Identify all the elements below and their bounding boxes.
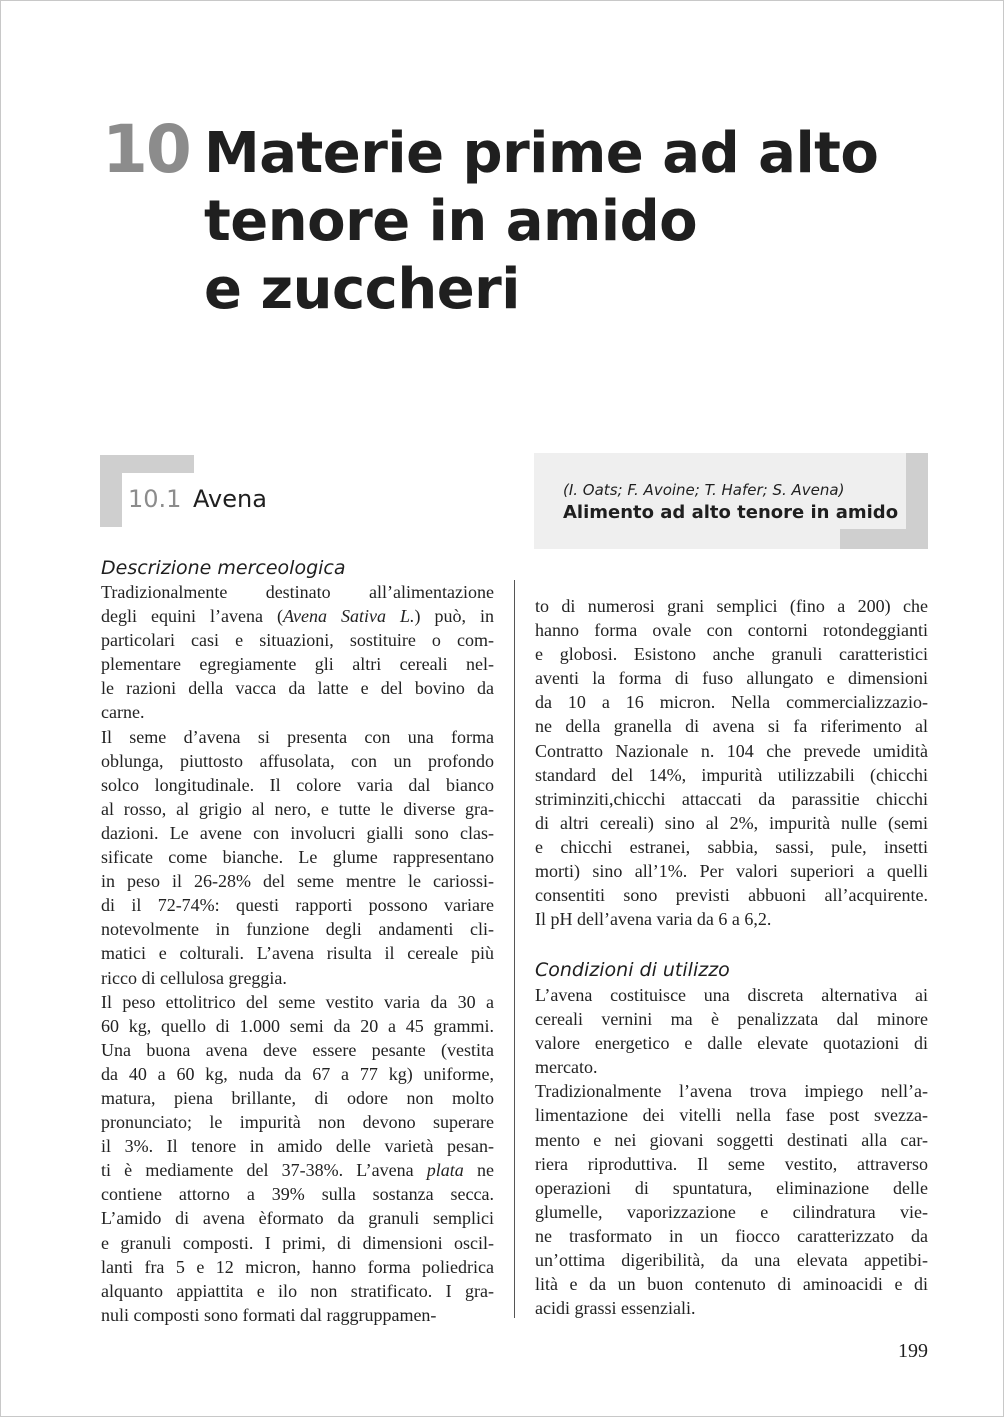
text-line: 60 kg, quello di 1.000 semi da 20 a 45 grammi.	[101, 1015, 494, 1036]
text-line: di altri cereali) sino al 2%, impurità nulle (semi	[535, 812, 928, 833]
text-line: to di numerosi grani semplici (fino a 200) che	[535, 596, 928, 616]
text-line: da 40 a 60 kg, nuda da 67 a 77 kg) uniforme,	[101, 1063, 494, 1084]
text-line: alquanto appiattita e ilo non stratificato. I gra-	[101, 1280, 494, 1301]
text-line: Il peso ettolitrico del seme vestito varia da 30 a	[101, 991, 494, 1012]
column-divider	[514, 580, 515, 1318]
text-line: lanti fra 5 e 12 micron, hanno forma poliedrica	[101, 1256, 494, 1277]
text-line: di il 72-74%: questi rapporti possono variare	[101, 895, 494, 916]
text-line: riera riproduttiva. Il seme vestito, attraverso	[535, 1153, 928, 1174]
text-line: Contratto Nazionale n. 104 che prevede umidità	[535, 740, 928, 761]
text-line: contiene attorno a 39% sulla sostanza secca.	[101, 1184, 494, 1205]
text-line: cereali vernini ma è penalizzata dal minore	[535, 1009, 928, 1030]
info-box-bracket-decoration	[840, 529, 928, 549]
text-line: Tradizionalmente destinato all’alimentazione	[101, 582, 494, 602]
left-column-subheading: Descrizione merceologica	[101, 557, 346, 579]
text-line: solco longitudinale. Il colore varia dal bianco	[101, 774, 494, 795]
text-line: plementare egregiamente gli altri cereali nel-	[101, 654, 494, 675]
text-line: limentazione dei vitelli nella fase post svezza-	[535, 1105, 928, 1126]
text-line: striminziti,chicchi attaccati da parassitie chicchi	[535, 788, 928, 809]
text-line: aventi la forma di fuso allungato e dimensioni	[535, 668, 928, 689]
text-line: il 3%. Il tenore in amido delle varietà pesan-	[101, 1136, 494, 1157]
text-line: pronunciato; le impurità non devono superare	[101, 1112, 494, 1133]
text-line: Il seme d’avena si presenta con una forma	[101, 726, 494, 747]
text-line: glumelle, vaporizzazione e cilindratura vie-	[535, 1201, 928, 1222]
info-box-heading: Alimento ad alto tenore in amido	[563, 502, 899, 523]
text-line: sificate come bianche. Le glume rappresentano	[101, 847, 494, 868]
text-line: matici e colturali. L’avena risulta il cereale più	[101, 943, 494, 964]
left-column-text	[101, 580, 494, 1327]
chapter-title-line: Materie prime ad alto	[204, 121, 879, 186]
text-line: e granuli composti. I primi, di dimensioni oscil-	[101, 1232, 494, 1253]
text-line: notevolmente in funzione degli andamenti cli-	[101, 919, 494, 940]
text-line: le razioni della vacca da latte e del bovino da	[101, 678, 494, 699]
text-line: lità e da un buon contenuto di aminoacidi e di	[535, 1274, 928, 1295]
text-line: ne della granella di avena si fa riferimento al	[535, 716, 928, 737]
text-line: ricco di cellulosa greggia.	[101, 967, 287, 988]
text-line: L’amido di avena èformato da granuli semplici	[101, 1208, 494, 1229]
text-line: e globosi. Esistono anche granuli caratteristici	[535, 644, 928, 665]
section-bracket-decoration	[100, 455, 194, 473]
text-line: mercato.	[535, 1057, 598, 1078]
right-column-text	[535, 594, 928, 931]
section-number: 10.1	[128, 485, 182, 513]
text-line: ti è mediamente del 37-38%. L’avena plata ne	[101, 1160, 494, 1181]
chapter-title-line: e zuccheri	[204, 257, 520, 322]
text-line: L’avena costituisce una discreta alternativa ai	[535, 985, 928, 1005]
text-line: Il pH dell’avena varia da 6 a 6,2.	[535, 909, 772, 930]
right-column-text-continued	[535, 983, 928, 1320]
text-line: degli equini l’avena (Avena Sativa L.) può, in	[101, 606, 494, 627]
text-line: valore energetico e dalle elevate quotazioni di	[535, 1033, 928, 1054]
text-line: mento e nei giovani soggetti destinati alla car-	[535, 1129, 928, 1150]
chapter-title-line: tenore in amido	[204, 189, 698, 254]
text-line: Tradizionalmente l’avena trova impiego nell’a-	[535, 1081, 928, 1102]
text-line: carne.	[101, 702, 145, 723]
text-line: hanno forma ovale con contorni rotondeggianti	[535, 620, 928, 641]
chapter-title	[204, 120, 904, 324]
right-column-subheading: Condizioni di utilizzo	[535, 959, 730, 981]
italic-term: plata	[426, 1160, 464, 1181]
italic-term: Avena Sativa L.	[282, 606, 415, 627]
text-line: al rosso, al grigio al nero, e tutte le diverse gra-	[101, 798, 494, 819]
page-number: 199	[898, 1340, 928, 1362]
section-title: Avena	[193, 485, 267, 513]
text-line: Una buona avena deve essere pesante (vestita	[101, 1039, 494, 1060]
text-line: dazioni. Le avene con involucri gialli sono clas-	[101, 822, 494, 843]
text-line: morti) sino all’1%. Per valori superiori a quelli	[535, 861, 928, 882]
text-line: operazioni di spuntatura, eliminazione delle	[535, 1177, 928, 1198]
text-line: matura, piena brillante, di odore non molto	[101, 1087, 494, 1108]
text-line: in peso il 26-28% del seme mentre le cariossi-	[101, 871, 494, 892]
text-line: e chicchi estranei, sabbia, sassi, pule, insetti	[535, 836, 928, 857]
text-line: oblunga, piuttosto affusolata, con un profondo	[101, 750, 494, 771]
text-line: un’ottima digeribilità, da una elevata appetibi-	[535, 1250, 928, 1271]
text-line: standard del 14%, impurità utilizzabili (chicchi	[535, 764, 928, 785]
chapter-number: 10	[102, 111, 190, 188]
text-line: da 10 a 16 micron. Nella commercializzazio-	[535, 692, 928, 713]
text-line: consentiti sono previsti abbuoni all’acquirente.	[535, 885, 928, 906]
text-line: ne trasformato in un fiocco caratterizzato da	[535, 1225, 928, 1246]
text-line: acidi grassi essenziali.	[535, 1298, 696, 1319]
text-line: nuli composti sono formati dal raggruppamen-	[101, 1304, 437, 1325]
info-box-names: (I. Oats; F. Avoine; T. Hafer; S. Avena)	[563, 481, 845, 499]
text-line: particolari casi e situazioni, sostituire o com-	[101, 630, 494, 651]
